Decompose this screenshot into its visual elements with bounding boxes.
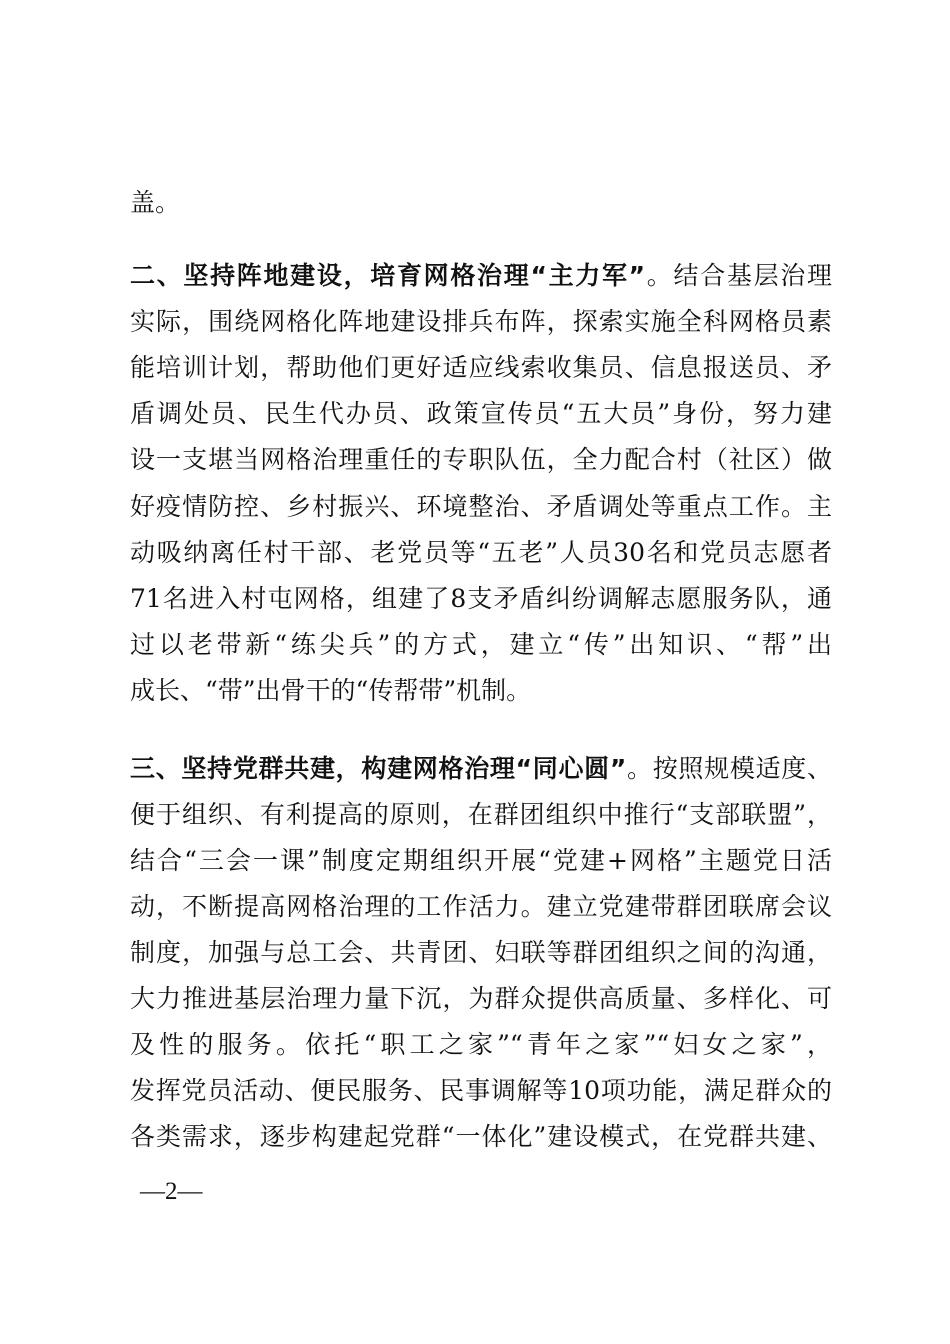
text-line: 动，不断提高网格治理的工作活力。建立党建带群团联席会议 xyxy=(130,892,832,921)
text-line: 结合基层治理 xyxy=(673,261,832,290)
text-line: 过以老带新“练尖兵”的方式，建立“传”出知识、“帮”出 xyxy=(130,630,832,659)
text-line: 大力推进基层治理力量下沉，为群众提供高质量、多样化、可 xyxy=(130,984,832,1013)
text-line: 设一支堪当网格治理重任的专职队伍，全力配合村（社区）做 xyxy=(130,445,832,474)
section-3-heading: 三、坚持党群共建，构建网格治理“同心圆” xyxy=(130,754,627,783)
text-line: 实际，围绕网格化阵地建设排兵布阵，探索实施全科网格员素 xyxy=(130,307,832,336)
text-line: 制度，加强与总工会、共青团、妇联等群团组织之间的沟通， xyxy=(130,938,832,967)
text-line: 。按照规模适度、 xyxy=(626,754,832,783)
text-line: 盾调处员、民生代办员、政策宣传员“五大员”身份，努力建 xyxy=(130,399,832,428)
text-line: 发挥党员活动、便民服务、民事调解等10项功能，满足群众的 xyxy=(130,1076,832,1105)
text-line: 71名进入村屯网格，组建了8支矛盾纠纷调解志愿服务队，通 xyxy=(130,584,832,613)
section-3-first-line xyxy=(130,754,832,786)
text-line: 能培训计划，帮助他们更好适应线索收集员、信息报送员、矛 xyxy=(130,353,832,382)
text-line: 好疫情防控、乡村振兴、环境整治、矛盾调处等重点工作。主 xyxy=(130,492,832,521)
text-line: 及性的服务。依托“职工之家”“青年之家”“妇女之家”， xyxy=(130,1030,832,1059)
text-line: 成长、“带”出骨干的“传帮带”机制。 xyxy=(130,676,532,705)
text-line: 便于组织、有利提高的原则，在群团组织中推行“支部联盟”， xyxy=(130,800,832,829)
text-line: 盖。 xyxy=(130,188,181,217)
text-line: 各类需求，逐步构建起党群“一体化”建设模式，在党群共建、 xyxy=(130,1122,832,1151)
text-line: 结合“三会一课”制度定期组织开展“党建+网格”主题党日活 xyxy=(130,846,832,875)
page-number: —2— xyxy=(140,1178,203,1205)
section-2-first-line xyxy=(130,261,832,293)
text-line: 动吸纳离任村干部、老党员等“五老”人员30名和党员志愿者 xyxy=(130,538,832,567)
section-2-heading: 二、坚持阵地建设，培育网格治理“主力军” xyxy=(130,261,646,290)
heading-period: 。 xyxy=(645,261,674,290)
